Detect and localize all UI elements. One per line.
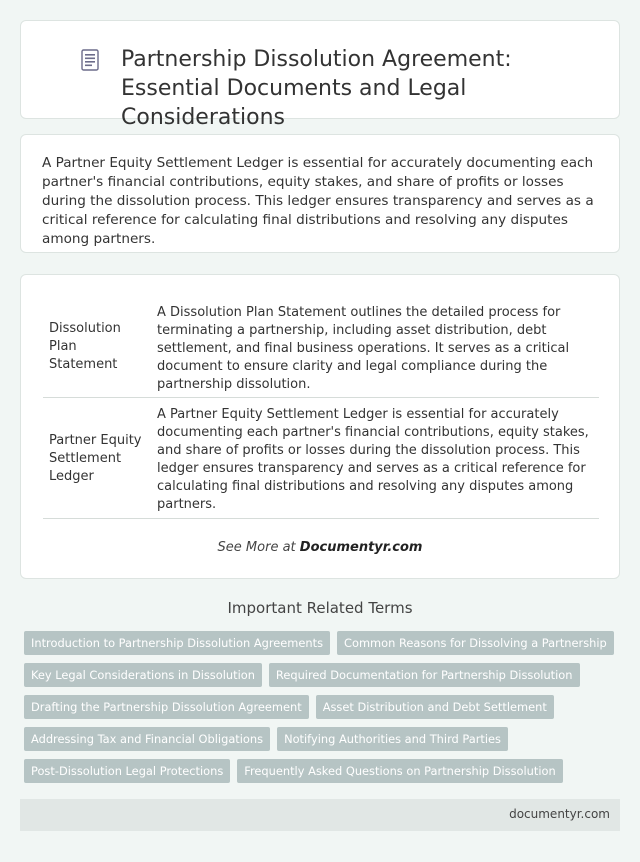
related-term-tag[interactable]: Common Reasons for Dissolving a Partnership	[337, 631, 614, 655]
tag-row	[24, 695, 624, 719]
intro-card	[20, 134, 620, 253]
related-term-tag[interactable]: Notifying Authorities and Third Parties	[277, 727, 508, 751]
tag-row	[24, 631, 624, 655]
tag-row	[24, 759, 624, 783]
related-term-tag[interactable]: Frequently Asked Questions on Partnership Dissolution	[237, 759, 562, 783]
description-cell: A Partner Equity Settlement Ledger is essential for accurately documenting each partner's financial contributions, equity stakes, and share of profits or losses during the dissolution process. This ledger ensures transparency and serves as a critical reference for calculating final distributions and resolving any disputes among partners.	[157, 407, 589, 512]
footer-site-link[interactable]: documentyr.com	[509, 807, 610, 821]
term-cell: Dissolution Plan Statement	[49, 321, 121, 372]
tag-row	[24, 663, 624, 687]
table-divider	[43, 518, 599, 519]
table-row	[43, 297, 599, 397]
related-term-tag[interactable]: Addressing Tax and Financial Obligations	[24, 727, 270, 751]
related-terms-list	[24, 631, 624, 791]
intro-text: A Partner Equity Settlement Ledger is essential for accurately documenting each partner's financial contributions, equity stakes, and share of profits or losses during the dissolution process. This ledger ensures transparency and serves as a critical reference for calculating final distributions and resolving any disputes among partners.	[42, 155, 594, 247]
related-term-tag[interactable]: Drafting the Partnership Dissolution Agreement	[24, 695, 309, 719]
document-icon	[81, 49, 99, 71]
description-cell: A Dissolution Plan Statement outlines the detailed process for terminating a partnership, including asset distribution, debt settlement, and final business operations. It serves as a critical document to ensure clarity and legal compliance during the partnership dissolution.	[157, 305, 570, 392]
tag-row	[24, 727, 624, 751]
definitions-table	[20, 274, 620, 579]
related-term-tag[interactable]: Post-Dissolution Legal Protections	[24, 759, 230, 783]
header-card	[20, 20, 620, 130]
term-cell: Partner Equity Settlement Ledger	[49, 433, 142, 484]
see-more-link[interactable]: Documentyr.com	[299, 540, 423, 555]
related-term-tag[interactable]: Introduction to Partnership Dissolution Agreements	[24, 631, 330, 655]
see-more-prefix: See More at	[217, 540, 300, 555]
page-title: Partnership Dissolution Agreement: Essential Documents and Legal Considerations	[121, 47, 512, 130]
table-row	[43, 397, 599, 519]
related-terms-title: Important Related Terms	[227, 599, 413, 617]
related-term-tag[interactable]: Required Documentation for Partnership Dissolution	[269, 663, 580, 687]
related-term-tag[interactable]: Asset Distribution and Debt Settlement	[316, 695, 554, 719]
see-more	[21, 540, 619, 555]
footer	[20, 799, 620, 831]
related-term-tag[interactable]: Key Legal Considerations in Dissolution	[24, 663, 262, 687]
